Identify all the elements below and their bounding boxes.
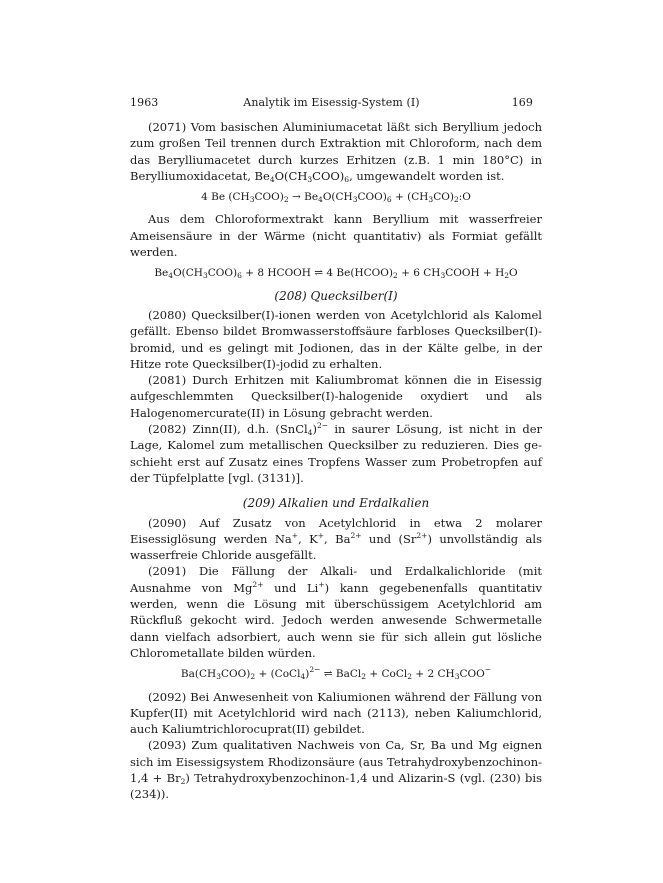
equation-beryllium-oxidacetat: 4 Be $(CH_3COO)_2 \to Be_4O(CH_3COO)_6$ + $(CH_3CO)_2:O$ <box>201 191 471 205</box>
paragraph-2093: (2093) Zum qualitativen Nachweis von Ca, Sr, Ba und Mg eignen sich im Eisessigsystem Rhodizonsäure (aus Tetrahydroxybenzochinon-1,4 + $Br_2$) Tetrahydroxybenzochinon-1,4 und Alizarin-S (vgl. (230) bis (234)). <box>130 738 542 802</box>
page-body <box>130 119 542 803</box>
section-heading-208: (208) Quecksilber(I) <box>274 288 398 303</box>
running-header <box>130 96 533 112</box>
paragraph-2092: (2092) Bei Anwesenheit von Kaliumionen während der Fällung von Kupfer(II) mit Acetylchlorid wird nach (2113), neben Kaliumchlorid, auch Kaliumtrichlorocuprat(II) gebildet. <box>130 689 542 737</box>
equation-barium-chloride: $Ba(CH_3COO)_2$ + (CoCl$_4$)$^{2-}$ ⇌ BaCl$_2$ + CoCl$_2$ + 2 $CH_3COO^-$ <box>180 665 492 682</box>
paragraph-2080: (2080) Quecksilber(I)-ionen werden von Acetylchlorid als Kalomel gefällt. Ebenso bildet Bromwasserstoffsäure farbloses Quecksilber(I)-bromid, und es gelingt mit Jodionen, das in der Kälte gelbe, in der Hitze rote Quecksilber(I)-jodid zu erhalten. <box>130 307 542 371</box>
header-title: Analytik im Eisessig-System (I) <box>243 96 420 109</box>
paragraph-2090: (2090) Auf Zusatz von Acetylchlorid in etwa 2 molarer Eisessiglösung werden Na+, K+, $Ba^{2+}$ und $(Sr^{2+})$ unvollständig als wasserfreie Chloride ausgefällt. <box>130 515 542 563</box>
paragraph-2091: (2091) Die Fällung der Alkali- und Erdalkalichloride (mit Ausnahme von $Mg^{2+}$ und Li+) kann gegebenenfalls quantitativ werden, wenn die Lösung mit überschüssigem Acetylchlorid am Rückfluß gekocht wird. Jedoch werden anwesende Schwermetalle dann vielfach adsorbiert, auch wenn sie für sich allein gut lösliche Chlorometallate bilden würden. <box>130 564 542 660</box>
header-year: 1963 <box>130 96 159 109</box>
paragraph-2082: (2082) Zinn(II), d.h. (SnCl$_4$)$^{2-}$ in saurer Lösung, ist nicht in der Lage, Kalomel zum metallischen Quecksilber zu reduzieren. Dies geschieht erst auf Zusatz eines Tropfens Wasser zum Probetropfen auf der Tüpfelplatte [vgl. (3131)]. <box>130 421 543 485</box>
paragraph-2071: (2071) Vom basischen Aluminiumacetat läßt sich Beryllium jedoch zum großen Teil trennen durch Extraktion mit Chloroform, nach dem das Berylliumacetet durch kurzes Erhitzen (z.B. 1 min 180°C) in Berylliumoxidacetat, $Be_4O(CH_3COO)_6$, umgewandelt worden ist. <box>130 120 542 184</box>
paragraph-2081: (2081) Durch Erhitzen mit Kaliumbromat können die in Eisessig aufgeschlemmten Quecksilber(I)-halogenide oxydiert und als Halogenomercurate(II) in Lösung gebracht werden. <box>130 373 542 420</box>
page-number: 169 <box>511 96 533 109</box>
equation-beryllium-formiat: $Be_4O(CH_3COO)_6 + 8$ HCOOH ⇌ 4 $Be(HCOO)_2 + 6$ $CH_3COOH + H_2O$ <box>154 267 518 281</box>
paragraph-ameisensaeure: Aus dem Chloroformextrakt kann Beryllium mit wasserfreier Ameisensäure in der Wärme (nicht quantitativ) als Formiat gefällt werden. <box>130 212 542 260</box>
section-heading-209: (209) Alkalien und Erdalkalien <box>242 496 430 511</box>
